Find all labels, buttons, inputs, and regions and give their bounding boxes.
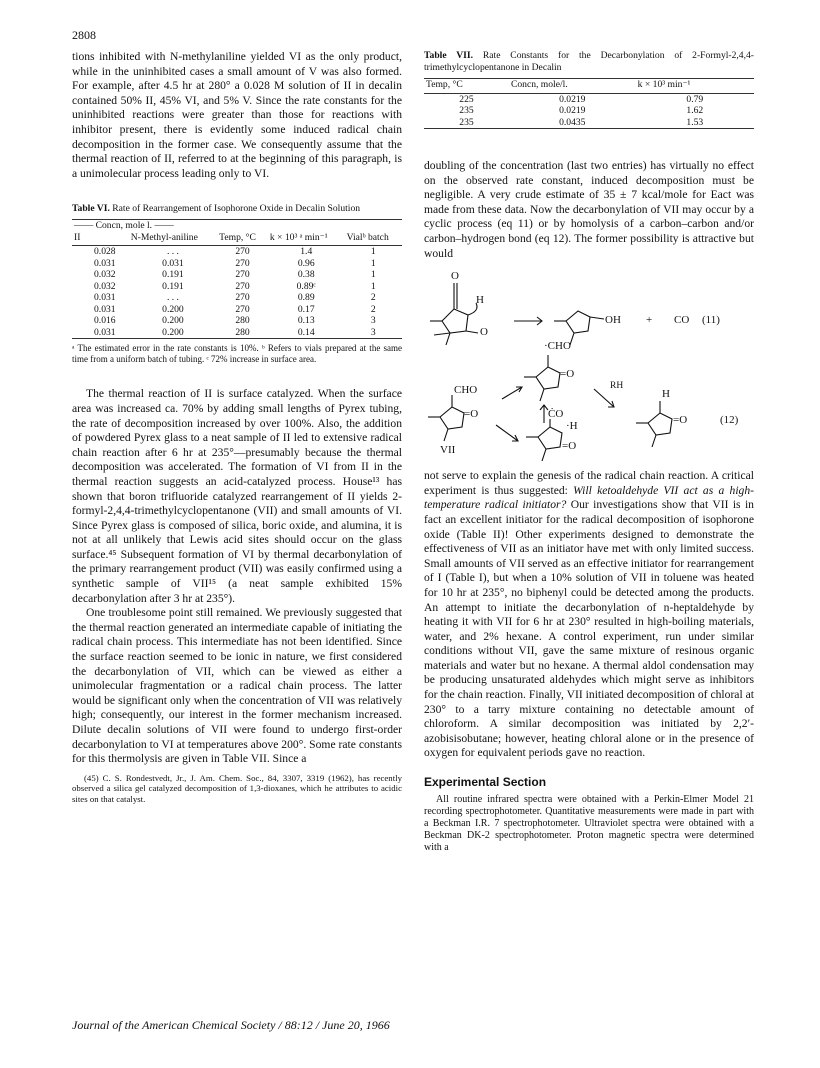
table-cell: 0.38 (297, 269, 315, 281)
table-vii-body (424, 93, 754, 129)
table-row (424, 105, 754, 117)
section-heading: Experimental Section (424, 775, 547, 790)
table-vii-header: Concn, mole/l. (509, 79, 636, 94)
table-cell: 270 (235, 246, 250, 258)
table-cell: 1 (370, 269, 376, 281)
table-cell: 0.0219 (559, 105, 586, 116)
scheme-label: =O (673, 414, 688, 427)
table-cell: 3 (370, 315, 376, 327)
scheme-label: =O (562, 440, 577, 453)
table-cell: 1 (370, 280, 376, 292)
scheme-label: (11) (702, 314, 720, 327)
table-cell: 225 (459, 93, 474, 105)
table-vii-title: Rate Constants for the Decarbonylation of 2-Formyl-2,4,4-trimethylcyclopentanone in Decalin (424, 50, 754, 73)
reaction-scheme (424, 270, 754, 461)
table-cell: 270 (235, 257, 250, 269)
table-cell: . . . (166, 246, 179, 258)
table-vi-body (72, 246, 402, 339)
table-row (424, 117, 754, 129)
table-cell: 0.191 (162, 269, 184, 281)
table-cell: 0.14 (297, 326, 315, 338)
table-cell: 0.200 (162, 315, 184, 327)
scheme-label: OH (605, 314, 621, 327)
table-row (72, 315, 402, 327)
table-vii-header: Temp, °C (424, 79, 509, 94)
table-vi-title: Rate of Rearrangement of Isophorone Oxide in Decalin Solution (112, 203, 361, 215)
scheme-label: H (476, 294, 484, 307)
table-cell: 0.031 (94, 292, 116, 304)
scheme-label: ·CHO (544, 340, 571, 353)
table-vi-header: Temp, °C (217, 232, 268, 246)
scheme-label: (12) (720, 414, 739, 427)
table-cell: 280 (235, 315, 250, 327)
table-vii-label: Table VII. (424, 50, 474, 61)
table-cell: . . . (166, 292, 179, 304)
table-cell: 1 (370, 257, 376, 269)
table-cell: 3 (370, 326, 376, 338)
table-vi-label: Table VI. (72, 203, 110, 215)
table-vi-group-header: —— Concn, mole l. —— (74, 220, 174, 232)
table-cell: 0.031 (94, 303, 116, 315)
scheme-label: O (480, 326, 488, 339)
table-cell: 2 (370, 292, 376, 304)
scheme-label: CO (674, 314, 690, 327)
table-row (72, 304, 402, 316)
page-number: 2808 (72, 28, 96, 42)
table-cell: 0.96 (297, 257, 315, 269)
table-cell: 0.200 (162, 326, 184, 338)
table-row (72, 281, 402, 293)
scheme-label: H (662, 388, 670, 401)
table-cell: 0.89ᶜ (296, 280, 316, 292)
table-row (72, 269, 402, 281)
table-cell: 280 (235, 326, 250, 338)
table-row (72, 327, 402, 339)
footnote-45: (45) C. S. Rondestvedt, Jr., J. Am. Chem. Soc., 84, 3307, 3319 (1962), has recently observed a silica gel catalyzed decomposition of 1,3-dioxanes, which he attributes to acidic sites on that catalyst. (72, 772, 402, 804)
paragraph-text: not serve to explain the genesis of the radical chain reaction. A critical experiment is thus suggested: (424, 469, 754, 497)
table-cell: 2 (370, 303, 376, 315)
scheme-label: ·H (566, 420, 578, 433)
table-cell: 0.028 (94, 246, 116, 258)
table-cell: 1.62 (686, 105, 704, 116)
reaction-scheme-drawing (424, 273, 754, 461)
table-vi-header: k × 10³ ᵃ min⁻¹ (268, 232, 345, 246)
scheme-label: ĊO (548, 408, 564, 421)
table-vi-header: II (72, 232, 129, 246)
table-cell: 0.031 (162, 257, 184, 269)
paragraph: The thermal reaction of II is surface catalyzed. When the surface area was increased ca. 70% by adding small lengths of Pyrex tubing, the rate of decomposition increased by over 100%. Also, the addition of powdered Pyrex glass to a neat sample of II led to extensive radical chain reaction after 6 hr at 235°—presumably because the thermal decomposition was accelerated. The formation of VI from II in the thermal reaction suggests an acid-catalyzed process. House¹³ has shown that boron trifluoride catalyzed rearrangement of II yields 2-formyl-2,4,4-trimethylcyclopentanone (VII) and small amounts of VI. Since Pyrex glass is composed of silica, boric oxide, and alumina, it is not at all unlikely that Lewis acid sites should occur on the glass surface.⁴⁵ Subsequent formation of VI by thermal decarbonylation of the primary rearrangement product (VII) was easily confirmed using a synthetic sample of VII¹⁵ (a neat sample exhibited 15% decarbonylation after 3 hr at 235°). (72, 387, 402, 605)
scheme-label: VII (440, 444, 456, 457)
table-vi-header: Vialᵇ batch (345, 232, 402, 246)
table-cell: 0.0435 (559, 116, 586, 128)
table-row (72, 246, 402, 258)
paragraph: doubling of the concentration (last two entries) has virtually no effect on the observed rate constant, induced decomposition must be negligible. A very crude estimate of 35 ± 7 kcal/mole for Eact was made from these data. Now the decarbonylation of VII may occur by a cyclic process (eq 11) or by homolysis of a carbon–carbon and/or carbon–hydrogen bond (eq 12). The former possibility is attractive but would (424, 159, 754, 260)
journal-footer: Journal of the American Chemical Society / 88:12 / June 20, 1966 (72, 1018, 390, 1032)
table-cell: 270 (235, 269, 250, 281)
table-cell: 0.89 (297, 292, 315, 304)
table-cell: 270 (235, 280, 250, 292)
paragraph: One troublesome point still remained. We previously suggested that the thermal reaction generated an intermediate capable of initiating the radical chain process. This intermediate has not been identified. Since the surface reaction seemed to be ionic in nature, we first considered the decarbonylation of VII, which can be viewed as either a unimolecular fragmentation or a radical chain process. The latter would be significant only when the concentration of VII was relatively high; consequently, our interest in the former mechanism increased. Dilute decalin solutions of VII were found to undergo first-order decarbonylation to VI at temperatures above 200°. Some rate constants for this thermolysis are given in Table VII. Since a (72, 606, 402, 766)
left-column (72, 50, 402, 805)
paragraph (424, 469, 754, 761)
table-cell: 235 (459, 105, 474, 116)
scheme-label: + (646, 314, 653, 327)
scheme-label: RH (610, 381, 624, 392)
table-vii-header: k × 10³ min⁻¹ (636, 79, 754, 94)
table-cell: 270 (235, 292, 250, 304)
table-vi-caption (72, 203, 402, 215)
scheme-label: O (451, 270, 459, 283)
table-cell: 0.031 (94, 326, 116, 338)
table-cell: 0.79 (686, 93, 704, 105)
table-vi (72, 219, 402, 339)
table-cell: 0.016 (94, 315, 116, 327)
table-vi-footnote: ᵃ The estimated error in the rate constants is 10%. ᵇ Refers to vials prepared at the same time from a uniform batch of tubing. ᶜ 72% increase in surface area. (72, 343, 402, 365)
table-cell: 0.191 (162, 280, 184, 292)
table-cell: 270 (235, 303, 250, 315)
paragraph: tions inhibited with N-methylaniline yielded VI as the only product, while in the uninhibited cases a small amount of V was also formed. For example, after 4.5 hr at 280° a 0.028 M solution of II in decalin contained 50% II, 45% VI, and 5% V. Since the rate constants for the uninhibited reactions were greater than those for reactions with inhibitor present, there is evidently some induced radical chain decomposition in the former case. We consequently assume that the thermal reaction of II, referred to at the beginning of this paragraph, is a unimolecular process leading only to VI. (72, 50, 402, 180)
scheme-label: =O (464, 408, 479, 421)
paragraph-text: Our investigations show that VII is in fact an excellent initiator for the radical decomposition of isophorone oxide (Table II)! Other experiments designed to demonstrate the effectiveness of VII as an initiator have met with only limited success. Small amounts of VII served as an effective initiator for rearrangement of I (Table I), but when a 10% solution of VII in toluene was heated for 10 hr at 235°, no biphenyl could be detected among the products. An attempt to initiate the decarbonylation of n-heptaldehyde by heating it with VII for 6 hr at 230° resulted in high-boiling materials, water, and 2% hexane. A control experiment, run under similar conditions without VII, gave the same mixture of resinous organic materials and water but no hexane. A thermal aldol condensation may be producing unsaturated aldehydes which might serve as inhibitors for the chain reaction. Finally, VII initiated decomposition of chloral at 230° to a tarry mixture containing no detectable amount of chloroform. A similar decomposition was initiated by 2,2′-azobisisobutane; however, heating chloral alone or in the presence of oxygen for equivalent periods gave no reaction. (424, 498, 754, 760)
table-vii-caption (424, 50, 754, 74)
paragraph-italic: Will ketoaldehyde VII act as a high-temperature radical initiator? (424, 483, 754, 512)
table-cell: 0.200 (162, 303, 184, 315)
table-row (72, 258, 402, 270)
table-cell: 1.53 (686, 116, 704, 128)
table-cell: 0.0219 (559, 93, 586, 105)
table-cell: 0.031 (94, 257, 116, 269)
table-cell: 0.032 (94, 280, 116, 292)
scheme-label: =O (560, 368, 575, 381)
table-cell: 0.13 (297, 315, 315, 327)
table-vi-header: N-Methyl-aniline (129, 232, 217, 246)
table-vii (424, 78, 754, 129)
right-column (424, 50, 754, 855)
experimental-text: All routine infrared spectra were obtained with a Perkin-Elmer Model 21 recording spectrophotometer. Quantitative measurements were made in part with a Beckman I.R. 7 spectrophotometer. Ultraviolet spectra were obtained with a Beckman DK-2 spectrophotometer. Proton magnetic spectra were determined with a (424, 793, 754, 854)
table-cell: 0.032 (94, 269, 116, 281)
scheme-label: CHO (454, 384, 478, 397)
table-cell: 1.4 (300, 246, 313, 258)
table-cell: 235 (459, 116, 474, 128)
table-row (72, 292, 402, 304)
table-cell: 1 (370, 246, 376, 258)
table-row (424, 93, 754, 105)
table-cell: 0.17 (297, 303, 315, 315)
